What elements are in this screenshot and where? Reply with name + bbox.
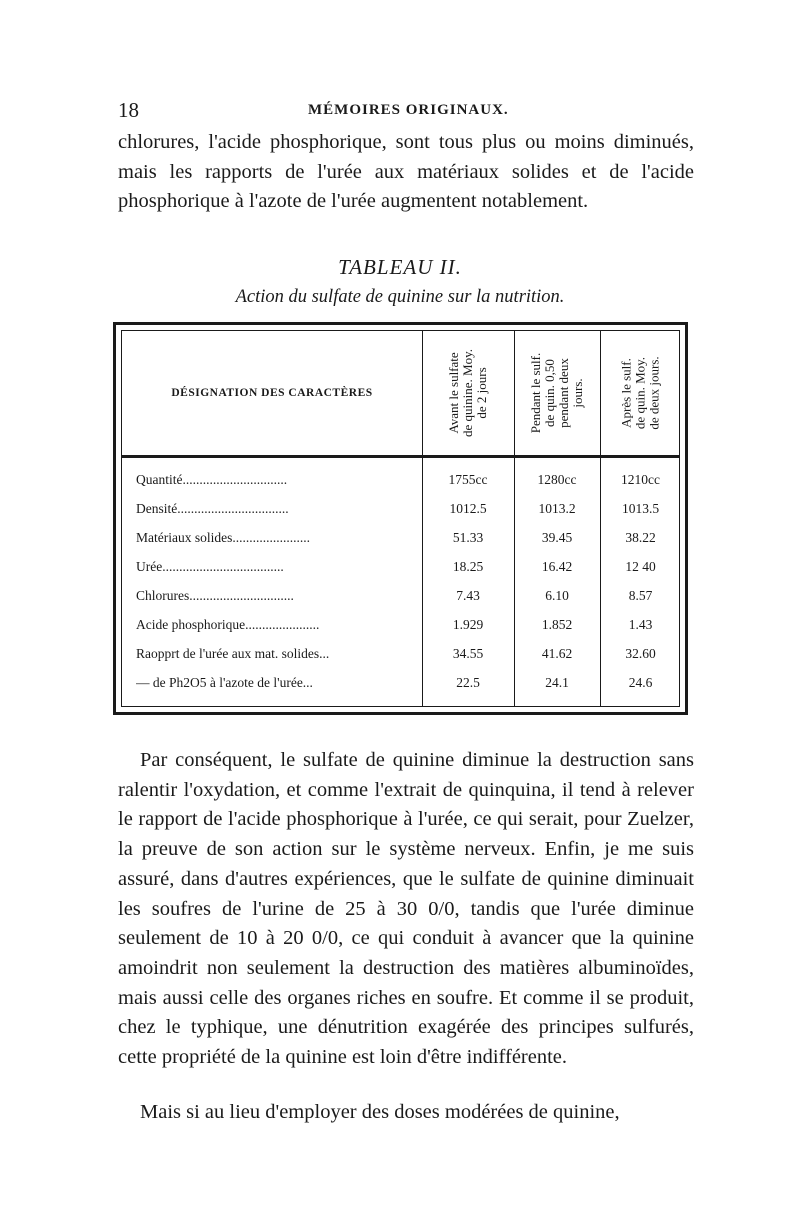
value-before: 1.929 [452,617,484,632]
header-during-text: Pendant le sulf. de quin. 0,50 pendant deux jours. [528,352,585,434]
value-before: 22.5 [456,675,480,690]
paragraph-continuation: Mais si au lieu d'employer des doses modérées de quinine, [140,1101,620,1123]
value-after: 1210cc [621,472,660,487]
header-after [600,331,681,455]
value-during: 1013.2 [538,501,576,516]
value-before: 51.33 [452,530,484,545]
value-after: 1.43 [628,617,653,632]
header-after-text: Après le sulf. de quin. Moy. de deux jours. [618,356,662,430]
value-during: 1280cc [537,472,577,487]
row-label: Matériaux solides....................... [136,530,310,545]
table-body [121,330,680,707]
row-label: Quantité............................... [136,472,288,487]
value-after: 32.60 [625,646,656,661]
value-during: 16.42 [541,559,573,574]
data-table [113,322,688,715]
table-row [122,611,679,640]
row-label: Raopprt de l'urée aux mat. solides... [136,646,330,661]
table-row [122,553,679,582]
row-label: Densité................................. [136,501,289,516]
value-during: 6.10 [545,588,569,603]
value-during: 39.45 [541,530,573,545]
value-after: 24.6 [628,675,653,690]
value-after: 1013.5 [621,501,660,516]
table-row [122,524,679,553]
value-after: 38.22 [625,530,656,545]
value-before: 1755cc [448,472,488,487]
page-number: 18 [118,98,139,122]
value-after: 12 40 [625,559,656,574]
row-label: Chlorures............................... [136,588,294,603]
value-during: 41.62 [541,646,573,661]
table-row [122,495,679,524]
table-caption: Action du sulfate de quinine sur la nutrition. [235,287,565,307]
table-row [122,466,679,495]
value-after: 8.57 [628,588,653,603]
value-during: 24.1 [545,675,569,690]
value-before: 18.25 [452,559,484,574]
table-row [122,582,679,611]
table-title: TABLEAU II. [338,255,462,279]
header-during [514,331,600,455]
row-label: — de Ph2O5 à l'azote de l'urée... [136,675,313,690]
header-rule [122,455,679,458]
table-row [122,669,679,698]
running-head: MÉMOIRES ORIGINAUX. [308,102,509,118]
row-label: Urée.................................... [136,559,284,574]
header-designation: DÉSIGNATION DES CARACTÈRES [171,387,373,399]
row-label: Acide phosphorique...................... [136,617,320,632]
value-before: 34.55 [452,646,484,661]
header-before [422,331,514,455]
table-row [122,640,679,669]
paragraph-conclusion: Par conséquent, le sulfate de quinine diminue la destruction sans ralentir l'oxydation, et comme l'extrait de quinquina, il tend à relever le rapport de l'acide phosphorique à l'urée, ce qui serait, pour Zuelzer, la preuve de son action sur le système nerveux. Enfin, je me suis assuré, dans d'autres expériences, que le sulfate de quinine diminuait les soufres de l'urine de 25 à 30 0/0, tandis que l'urée diminue seulement de 10 à 20 0/0, ce qui conduit à avancer que la quinine amoindrit non seulement la destruction des matières albuminoïdes, mais aussi celle des organes riches en soufre. Et comme il se produit, chez le typhique, une dénutrition exagérée des principes sulfurés, cette propriété de la quinine est loin d'être indifférente. [118,749,694,1069]
value-during: 1.852 [541,617,573,632]
header-before-text: Avant le sulfate de quinine. Moy. de 2 jours [446,349,489,437]
page-header [118,98,698,126]
paragraph-intro: chlorures, l'acide phosphorique, sont tous plus ou moins diminués, mais les rapports de l'urée aux matériaux solides et de l'acide phosphorique à l'azote de l'urée augmentent notablement. [118,131,694,213]
value-before: 1012.5 [449,501,487,516]
value-before: 7.43 [456,588,480,603]
